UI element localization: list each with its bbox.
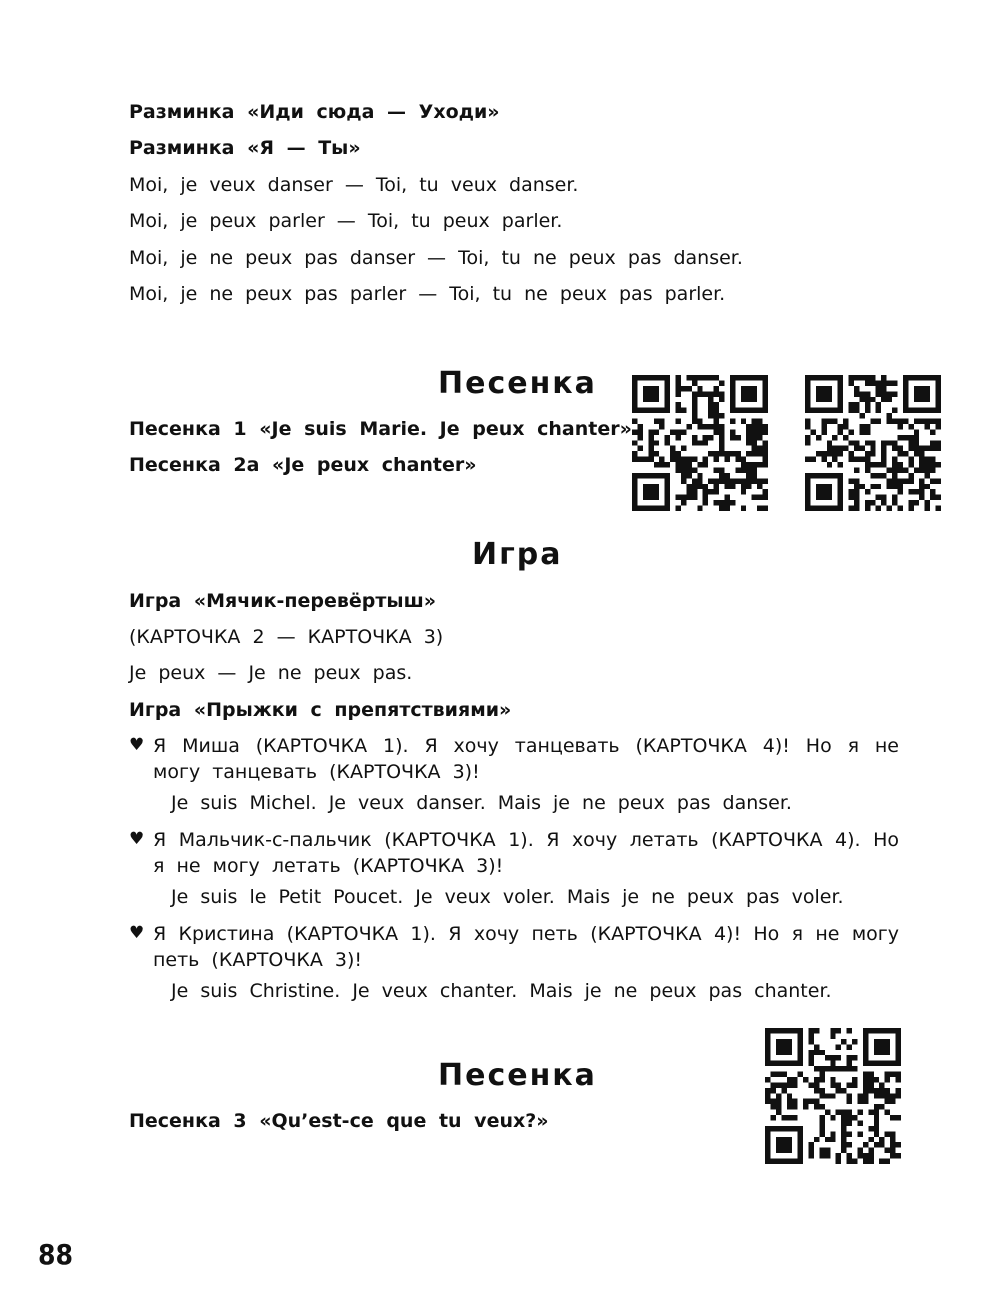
game-1-title: Игра «Мячик-перевёртыш» — [129, 590, 437, 612]
warmup-line: Moi, je peux parler — Toi, tu peux parler. — [129, 210, 563, 232]
list-item-text: Я Миша (КАРТОЧКА 1). Я хочу танцевать (КАРТОЧКА 4)! Но я не могу танцевать (КАРТОЧКА 3)! — [153, 735, 899, 783]
warmup-title-1: Разминка «Иди сюда — Уходи» — [129, 101, 500, 123]
list-item-translation: Je suis le Petit Poucet. Je veux voler. Mais je ne peux pas voler. — [171, 886, 844, 908]
list-item-translation: Je suis Michel. Je veux danser. Mais je ne peux pas danser. — [171, 792, 792, 814]
song-3-title: Песенка 3 «Qu’est-ce que tu veux?» — [129, 1110, 549, 1132]
song-heading: Песенка — [438, 366, 597, 401]
warmup-line: Moi, je ne peux pas danser — Toi, tu ne peux pas danser. — [129, 247, 743, 269]
song-heading-2: Песенка — [438, 1058, 597, 1093]
heart-icon: ♥ — [129, 829, 145, 849]
game-2-title: Игра «Прыжки с препятствиями» — [129, 699, 512, 721]
game-heading: Игра — [472, 537, 563, 572]
qr-code-song-3[interactable] — [765, 1028, 901, 1164]
warmup-line: Moi, je veux danser — Toi, tu veux danser. — [129, 174, 579, 196]
qr-code-song-2a[interactable] — [805, 375, 941, 511]
heart-icon: ♥ — [129, 923, 145, 943]
song-1-title: Песенка 1 «Je suis Marie. Je peux chanter» — [129, 418, 632, 440]
list-item — [129, 921, 899, 973]
list-item-text: Я Кристина (КАРТОЧКА 1). Я хочу петь (КАРТОЧКА 4)! Но я не могу петь (КАРТОЧКА 3)! — [153, 923, 899, 971]
list-item — [129, 827, 899, 879]
qr-code-song-1[interactable] — [632, 375, 768, 511]
game-1-cards: (КАРТОЧКА 2 — КАРТОЧКА 3) — [129, 626, 444, 648]
page-number: 88 — [38, 1238, 74, 1271]
list-item-text: Я Мальчик-с-пальчик (КАРТОЧКА 1). Я хочу летать (КАРТОЧКА 4). Но я не могу летать (КАРТОЧКА 3)! — [153, 829, 899, 877]
list-item — [129, 733, 899, 785]
game-1-phrase: Je peux — Je ne peux pas. — [129, 662, 413, 684]
song-2a-title: Песенка 2а «Je peux chanter» — [129, 454, 477, 476]
warmup-line: Moi, je ne peux pas parler — Toi, tu ne peux pas parler. — [129, 283, 726, 305]
heart-icon: ♥ — [129, 735, 145, 755]
list-item-translation: Je suis Christine. Je veux chanter. Mais je ne peux pas chanter. — [171, 980, 832, 1002]
warmup-title-2: Разминка «Я — Ты» — [129, 137, 361, 159]
